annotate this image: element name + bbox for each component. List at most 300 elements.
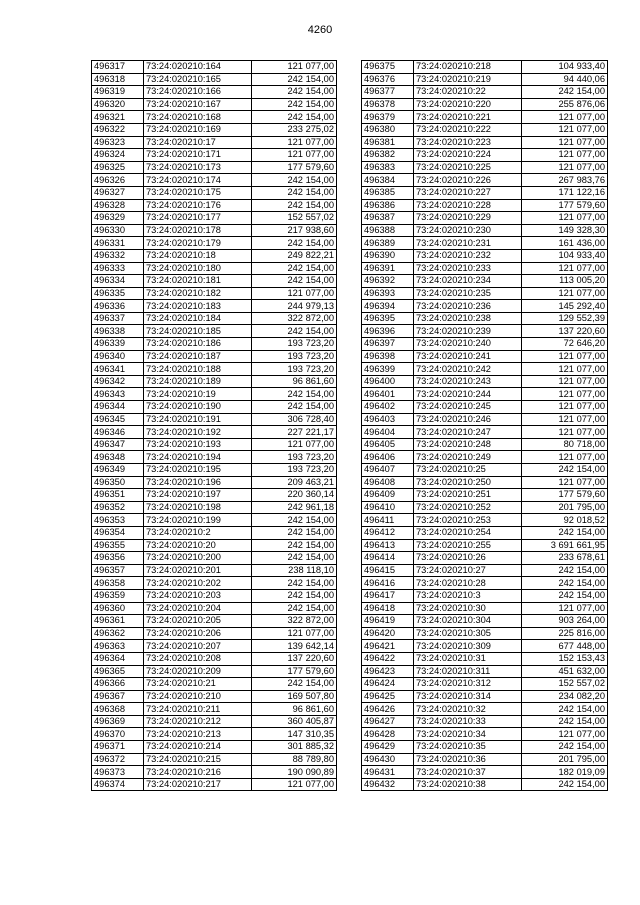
cadastral-number-cell: 73:24:020210:210 xyxy=(144,690,252,703)
table-row xyxy=(362,123,608,136)
cadastral-number-cell: 73:24:020210:224 xyxy=(414,149,522,162)
value-cell: 121 077,00 xyxy=(522,363,608,376)
row-number-cell: 496328 xyxy=(92,199,144,212)
row-number-cell: 496396 xyxy=(362,325,414,338)
table-row xyxy=(92,312,337,325)
cadastral-number-cell: 73:24:020210:212 xyxy=(144,715,252,728)
table-row xyxy=(362,186,608,199)
cadastral-number-cell: 73:24:020210:181 xyxy=(144,275,252,288)
cadastral-number-cell: 73:24:020210:223 xyxy=(414,136,522,149)
row-number-cell: 496392 xyxy=(362,275,414,288)
table-row xyxy=(92,237,337,250)
table-row xyxy=(362,136,608,149)
value-cell: 306 728,40 xyxy=(252,413,337,426)
cadastral-number-cell: 73:24:020210:314 xyxy=(414,690,522,703)
table-row xyxy=(362,275,608,288)
row-number-cell: 496373 xyxy=(92,766,144,779)
table-row xyxy=(362,552,608,565)
row-number-cell: 496341 xyxy=(92,363,144,376)
value-cell: 121 077,00 xyxy=(522,123,608,136)
cadastral-number-cell: 73:24:020210:194 xyxy=(144,451,252,464)
value-cell: 242 154,00 xyxy=(252,602,337,615)
cadastral-number-cell: 73:24:020210:201 xyxy=(144,564,252,577)
row-number-cell: 496320 xyxy=(92,98,144,111)
cadastral-number-cell: 73:24:020210:33 xyxy=(414,715,522,728)
table-row xyxy=(362,426,608,439)
row-number-cell: 496367 xyxy=(92,690,144,703)
value-cell: 96 861,60 xyxy=(252,703,337,716)
value-cell: 677 448,00 xyxy=(522,640,608,653)
table-row xyxy=(362,161,608,174)
cadastral-number-cell: 73:24:020210:167 xyxy=(144,98,252,111)
cadastral-number-cell: 73:24:020210:186 xyxy=(144,338,252,351)
value-cell: 121 077,00 xyxy=(522,451,608,464)
table-row xyxy=(362,375,608,388)
row-number-cell: 496342 xyxy=(92,375,144,388)
cadastral-number-cell: 73:24:020210:189 xyxy=(144,375,252,388)
table-row xyxy=(362,300,608,313)
cadastral-number-cell: 73:24:020210:25 xyxy=(414,464,522,477)
row-number-cell: 496414 xyxy=(362,552,414,565)
table-row xyxy=(92,501,337,514)
value-cell: 242 154,00 xyxy=(522,577,608,590)
cadastral-number-cell: 73:24:020210:241 xyxy=(414,350,522,363)
row-number-cell: 496394 xyxy=(362,300,414,313)
row-number-cell: 496333 xyxy=(92,262,144,275)
row-number-cell: 496397 xyxy=(362,338,414,351)
table-row xyxy=(362,174,608,187)
table-row xyxy=(92,212,337,225)
row-number-cell: 496365 xyxy=(92,665,144,678)
table-row xyxy=(92,136,337,149)
value-cell: 121 077,00 xyxy=(522,161,608,174)
row-number-cell: 496387 xyxy=(362,212,414,225)
table-row xyxy=(92,728,337,741)
row-number-cell: 496421 xyxy=(362,640,414,653)
table-row xyxy=(92,275,337,288)
row-number-cell: 496354 xyxy=(92,526,144,539)
table-row xyxy=(92,287,337,300)
value-cell: 177 579,60 xyxy=(252,161,337,174)
value-cell: 242 154,00 xyxy=(252,262,337,275)
value-cell: 233 678,61 xyxy=(522,552,608,565)
cadastral-number-cell: 73:24:020210:19 xyxy=(144,388,252,401)
row-number-cell: 496422 xyxy=(362,652,414,665)
row-number-cell: 496325 xyxy=(92,161,144,174)
value-cell: 242 154,00 xyxy=(522,778,608,791)
table-row xyxy=(362,73,608,86)
row-number-cell: 496407 xyxy=(362,464,414,477)
table-row xyxy=(362,438,608,451)
value-cell: 242 154,00 xyxy=(522,589,608,602)
row-number-cell: 496406 xyxy=(362,451,414,464)
table-row xyxy=(362,753,608,766)
value-cell: 220 360,14 xyxy=(252,489,337,502)
value-cell: 234 082,20 xyxy=(522,690,608,703)
value-cell: 121 077,00 xyxy=(522,111,608,124)
row-number-cell: 496402 xyxy=(362,401,414,414)
table-row xyxy=(92,526,337,539)
row-number-cell: 496420 xyxy=(362,627,414,640)
row-number-cell: 496399 xyxy=(362,363,414,376)
row-number-cell: 496413 xyxy=(362,539,414,552)
row-number-cell: 496395 xyxy=(362,312,414,325)
value-cell: 121 077,00 xyxy=(252,627,337,640)
value-cell: 193 723,20 xyxy=(252,350,337,363)
cadastral-number-cell: 73:24:020210:188 xyxy=(144,363,252,376)
cadastral-number-cell: 73:24:020210:239 xyxy=(414,325,522,338)
table-row xyxy=(362,514,608,527)
value-cell: 152 557,02 xyxy=(522,678,608,691)
table-row xyxy=(92,577,337,590)
cadastral-number-cell: 73:24:020210:205 xyxy=(144,615,252,628)
table-row xyxy=(362,149,608,162)
table-row xyxy=(92,249,337,262)
cadastral-number-cell: 73:24:020210:166 xyxy=(144,86,252,99)
table-row xyxy=(362,476,608,489)
value-cell: 193 723,20 xyxy=(252,338,337,351)
row-number-cell: 496400 xyxy=(362,375,414,388)
cadastral-number-cell: 73:24:020210:211 xyxy=(144,703,252,716)
row-number-cell: 496380 xyxy=(362,123,414,136)
row-number-cell: 496429 xyxy=(362,741,414,754)
value-cell: 242 154,00 xyxy=(252,73,337,86)
value-cell: 242 154,00 xyxy=(252,401,337,414)
row-number-cell: 496393 xyxy=(362,287,414,300)
cadastral-number-cell: 73:24:020210:195 xyxy=(144,464,252,477)
row-number-cell: 496319 xyxy=(92,86,144,99)
cadastral-number-cell: 73:24:020210:215 xyxy=(144,753,252,766)
value-cell: 104 933,40 xyxy=(522,61,608,74)
cadastral-number-cell: 73:24:020210:199 xyxy=(144,514,252,527)
value-cell: 242 154,00 xyxy=(522,526,608,539)
table-row xyxy=(92,741,337,754)
table-row xyxy=(92,401,337,414)
cadastral-number-cell: 73:24:020210:248 xyxy=(414,438,522,451)
row-number-cell: 496326 xyxy=(92,174,144,187)
value-cell: 147 310,35 xyxy=(252,728,337,741)
table-row xyxy=(362,678,608,691)
table-row xyxy=(362,111,608,124)
table-row xyxy=(362,401,608,414)
table-row xyxy=(362,715,608,728)
cadastral-number-cell: 73:24:020210:226 xyxy=(414,174,522,187)
table-row xyxy=(92,149,337,162)
table-row xyxy=(92,690,337,703)
value-cell: 242 154,00 xyxy=(252,98,337,111)
value-cell: 322 872,00 xyxy=(252,312,337,325)
row-number-cell: 496381 xyxy=(362,136,414,149)
row-number-cell: 496340 xyxy=(92,350,144,363)
row-number-cell: 496423 xyxy=(362,665,414,678)
value-cell: 201 795,00 xyxy=(522,501,608,514)
row-number-cell: 496411 xyxy=(362,514,414,527)
cadastral-number-cell: 73:24:020210:26 xyxy=(414,552,522,565)
cadastral-number-cell: 73:24:020210:232 xyxy=(414,249,522,262)
table-row xyxy=(92,161,337,174)
table-row xyxy=(362,249,608,262)
row-number-cell: 496350 xyxy=(92,476,144,489)
table-row xyxy=(92,464,337,477)
value-cell: 233 275,02 xyxy=(252,123,337,136)
table-row xyxy=(362,338,608,351)
cadastral-number-cell: 73:24:020210:305 xyxy=(414,627,522,640)
value-cell: 244 979,13 xyxy=(252,300,337,313)
cadastral-number-cell: 73:24:020210:202 xyxy=(144,577,252,590)
value-cell: 121 077,00 xyxy=(522,212,608,225)
cadastral-number-cell: 73:24:020210:3 xyxy=(414,589,522,602)
table-row xyxy=(92,678,337,691)
table-row xyxy=(362,778,608,791)
cadastral-number-cell: 73:24:020210:182 xyxy=(144,287,252,300)
row-number-cell: 496419 xyxy=(362,615,414,628)
row-number-cell: 496372 xyxy=(92,753,144,766)
value-cell: 242 154,00 xyxy=(252,111,337,124)
cadastral-number-cell: 73:24:020210:35 xyxy=(414,741,522,754)
table-row xyxy=(92,375,337,388)
table-row xyxy=(92,627,337,640)
value-cell: 121 077,00 xyxy=(522,602,608,615)
value-cell: 242 154,00 xyxy=(252,526,337,539)
value-cell: 242 154,00 xyxy=(252,275,337,288)
cadastral-number-cell: 73:24:020210:218 xyxy=(414,61,522,74)
value-cell: 242 154,00 xyxy=(252,552,337,565)
table-row xyxy=(362,564,608,577)
table-row xyxy=(362,212,608,225)
cadastral-number-cell: 73:24:020210:206 xyxy=(144,627,252,640)
value-cell: 249 822,21 xyxy=(252,249,337,262)
value-cell: 242 154,00 xyxy=(252,174,337,187)
cadastral-number-cell: 73:24:020210:174 xyxy=(144,174,252,187)
row-number-cell: 496321 xyxy=(92,111,144,124)
table-row xyxy=(92,199,337,212)
value-cell: 903 264,00 xyxy=(522,615,608,628)
row-number-cell: 496357 xyxy=(92,564,144,577)
cadastral-number-cell: 73:24:020210:250 xyxy=(414,476,522,489)
cadastral-number-cell: 73:24:020210:175 xyxy=(144,186,252,199)
value-cell: 121 077,00 xyxy=(252,438,337,451)
table-row xyxy=(362,615,608,628)
table-row xyxy=(362,413,608,426)
table-row xyxy=(92,86,337,99)
row-number-cell: 496371 xyxy=(92,741,144,754)
row-number-cell: 496418 xyxy=(362,602,414,615)
row-number-cell: 496322 xyxy=(92,123,144,136)
cadastral-number-cell: 73:24:020210:207 xyxy=(144,640,252,653)
table-row xyxy=(362,526,608,539)
value-cell: 80 718,00 xyxy=(522,438,608,451)
value-cell: 171 122,16 xyxy=(522,186,608,199)
table-row xyxy=(362,577,608,590)
table-row xyxy=(92,766,337,779)
value-cell: 242 154,00 xyxy=(522,564,608,577)
table-row xyxy=(92,350,337,363)
value-cell: 242 154,00 xyxy=(522,86,608,99)
table-row xyxy=(92,111,337,124)
value-cell: 242 154,00 xyxy=(252,186,337,199)
table-row xyxy=(92,564,337,577)
table-row xyxy=(92,123,337,136)
cadastral-number-cell: 73:24:020210:243 xyxy=(414,375,522,388)
table-row xyxy=(92,615,337,628)
row-number-cell: 496385 xyxy=(362,186,414,199)
row-number-cell: 496346 xyxy=(92,426,144,439)
row-number-cell: 496360 xyxy=(92,602,144,615)
value-cell: 121 077,00 xyxy=(522,149,608,162)
value-cell: 242 154,00 xyxy=(522,715,608,728)
value-cell: 267 983,76 xyxy=(522,174,608,187)
cadastral-number-cell: 73:24:020210:217 xyxy=(144,778,252,791)
table-row xyxy=(362,464,608,477)
cadastral-number-cell: 73:24:020210:236 xyxy=(414,300,522,313)
row-number-cell: 496389 xyxy=(362,237,414,250)
value-cell: 255 876,06 xyxy=(522,98,608,111)
value-cell: 139 642,14 xyxy=(252,640,337,653)
cadastral-number-cell: 73:24:020210:213 xyxy=(144,728,252,741)
table-row xyxy=(92,426,337,439)
table-row xyxy=(92,640,337,653)
table-row xyxy=(92,73,337,86)
value-cell: 201 795,00 xyxy=(522,753,608,766)
table-row xyxy=(362,350,608,363)
row-number-cell: 496375 xyxy=(362,61,414,74)
row-number-cell: 496338 xyxy=(92,325,144,338)
table-row xyxy=(362,312,608,325)
value-cell: 242 961,18 xyxy=(252,501,337,514)
table-row xyxy=(92,715,337,728)
cadastral-number-cell: 73:24:020210:214 xyxy=(144,741,252,754)
value-cell: 242 154,00 xyxy=(522,741,608,754)
value-cell: 121 077,00 xyxy=(252,136,337,149)
cadastral-number-cell: 73:24:020210:208 xyxy=(144,652,252,665)
cadastral-number-cell: 73:24:020210:311 xyxy=(414,665,522,678)
value-cell: 161 436,00 xyxy=(522,237,608,250)
table-row xyxy=(92,300,337,313)
value-cell: 121 077,00 xyxy=(522,476,608,489)
value-cell: 121 077,00 xyxy=(522,728,608,741)
table-row xyxy=(362,589,608,602)
table-row xyxy=(362,501,608,514)
table-row xyxy=(362,766,608,779)
row-number-cell: 496351 xyxy=(92,489,144,502)
value-cell: 242 154,00 xyxy=(252,678,337,691)
row-number-cell: 496348 xyxy=(92,451,144,464)
cadastral-number-cell: 73:24:020210:230 xyxy=(414,224,522,237)
row-number-cell: 496337 xyxy=(92,312,144,325)
table-row xyxy=(92,665,337,678)
value-cell: 209 463,21 xyxy=(252,476,337,489)
cadastral-number-cell: 73:24:020210:168 xyxy=(144,111,252,124)
table-row xyxy=(362,325,608,338)
value-cell: 88 789,80 xyxy=(252,753,337,766)
value-cell: 121 077,00 xyxy=(522,426,608,439)
row-number-cell: 496424 xyxy=(362,678,414,691)
cadastral-number-cell: 73:24:020210:190 xyxy=(144,401,252,414)
row-number-cell: 496426 xyxy=(362,703,414,716)
cadastral-number-cell: 73:24:020210:200 xyxy=(144,552,252,565)
table-row xyxy=(362,363,608,376)
cadastral-number-cell: 73:24:020210:164 xyxy=(144,61,252,74)
row-number-cell: 496431 xyxy=(362,766,414,779)
register-table-right xyxy=(361,60,608,791)
value-cell: 242 154,00 xyxy=(252,325,337,338)
cadastral-number-cell: 73:24:020210:180 xyxy=(144,262,252,275)
cadastral-number-cell: 73:24:020210:38 xyxy=(414,778,522,791)
cadastral-number-cell: 73:24:020210:165 xyxy=(144,73,252,86)
value-cell: 242 154,00 xyxy=(252,577,337,590)
value-cell: 121 077,00 xyxy=(252,287,337,300)
value-cell: 121 077,00 xyxy=(522,413,608,426)
value-cell: 121 077,00 xyxy=(522,262,608,275)
value-cell: 177 579,60 xyxy=(522,199,608,212)
table-row xyxy=(92,602,337,615)
value-cell: 94 440,06 xyxy=(522,73,608,86)
cadastral-number-cell: 73:24:020210:238 xyxy=(414,312,522,325)
value-cell: 238 118,10 xyxy=(252,564,337,577)
row-number-cell: 496334 xyxy=(92,275,144,288)
table-row xyxy=(92,514,337,527)
value-cell: 242 154,00 xyxy=(252,86,337,99)
row-number-cell: 496329 xyxy=(92,212,144,225)
row-number-cell: 496408 xyxy=(362,476,414,489)
page-number: 4260 xyxy=(307,24,333,36)
value-cell: 121 077,00 xyxy=(522,287,608,300)
row-number-cell: 496379 xyxy=(362,111,414,124)
row-number-cell: 496347 xyxy=(92,438,144,451)
value-cell: 113 005,20 xyxy=(522,275,608,288)
cadastral-number-cell: 73:24:020210:30 xyxy=(414,602,522,615)
cadastral-number-cell: 73:24:020210:177 xyxy=(144,212,252,225)
table-row xyxy=(362,627,608,640)
value-cell: 242 154,00 xyxy=(252,514,337,527)
cadastral-number-cell: 73:24:020210:193 xyxy=(144,438,252,451)
table-row xyxy=(92,325,337,338)
cadastral-number-cell: 73:24:020210:254 xyxy=(414,526,522,539)
table-row xyxy=(362,451,608,464)
cadastral-number-cell: 73:24:020210:178 xyxy=(144,224,252,237)
table-row xyxy=(92,61,337,74)
table-row xyxy=(92,778,337,791)
table-row xyxy=(92,652,337,665)
value-cell: 121 077,00 xyxy=(252,149,337,162)
row-number-cell: 496368 xyxy=(92,703,144,716)
value-cell: 121 077,00 xyxy=(522,350,608,363)
cadastral-number-cell: 73:24:020210:240 xyxy=(414,338,522,351)
cadastral-number-cell: 73:24:020210:171 xyxy=(144,149,252,162)
row-number-cell: 496412 xyxy=(362,526,414,539)
cadastral-number-cell: 73:24:020210:249 xyxy=(414,451,522,464)
cadastral-number-cell: 73:24:020210:28 xyxy=(414,577,522,590)
value-cell: 137 220,60 xyxy=(522,325,608,338)
cadastral-number-cell: 73:24:020210:27 xyxy=(414,564,522,577)
row-number-cell: 496318 xyxy=(92,73,144,86)
value-cell: 169 507,80 xyxy=(252,690,337,703)
table-row xyxy=(362,602,608,615)
value-cell: 193 723,20 xyxy=(252,451,337,464)
row-number-cell: 496425 xyxy=(362,690,414,703)
table-row xyxy=(92,703,337,716)
row-number-cell: 496410 xyxy=(362,501,414,514)
table-row xyxy=(92,489,337,502)
cadastral-number-cell: 73:24:020210:179 xyxy=(144,237,252,250)
row-number-cell: 496332 xyxy=(92,249,144,262)
cadastral-number-cell: 73:24:020210:192 xyxy=(144,426,252,439)
cadastral-number-cell: 73:24:020210:198 xyxy=(144,501,252,514)
value-cell: 72 646,20 xyxy=(522,338,608,351)
cadastral-number-cell: 73:24:020210:216 xyxy=(144,766,252,779)
row-number-cell: 496330 xyxy=(92,224,144,237)
value-cell: 121 077,00 xyxy=(252,61,337,74)
